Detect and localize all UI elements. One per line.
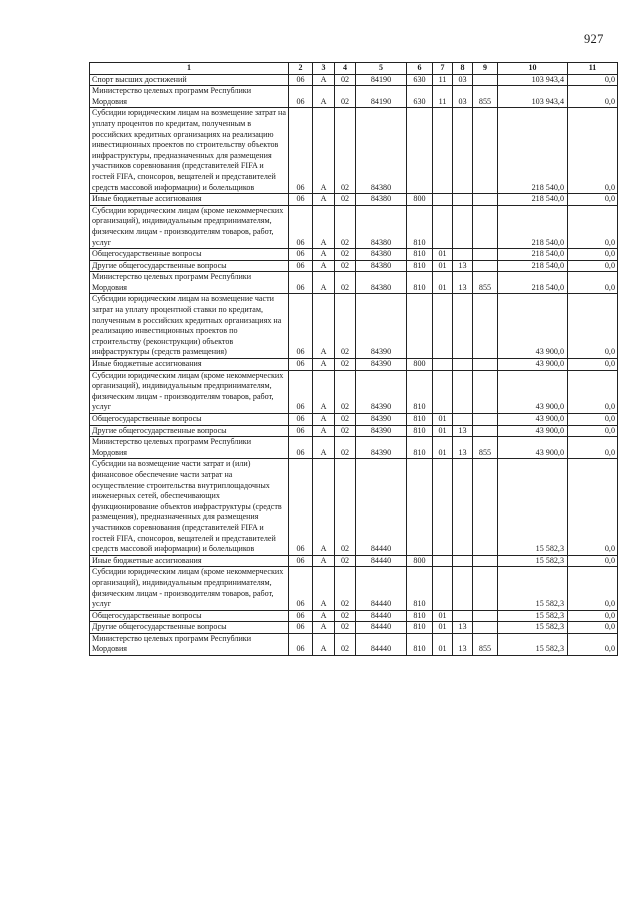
code-expense-type (407, 108, 433, 194)
code-subprogram: 02 (335, 108, 356, 194)
code-program: А (313, 205, 335, 248)
code-expense-type: 810 (407, 205, 433, 248)
code-subprogram: 02 (335, 633, 356, 655)
code-target: 84440 (356, 555, 407, 567)
code-ministry: 06 (289, 555, 313, 567)
amount: 43 900,0 (498, 359, 568, 371)
amount: 103 943,4 (498, 86, 568, 108)
code-target: 84440 (356, 610, 407, 622)
code-section (433, 194, 453, 206)
table-row (90, 359, 618, 371)
code-target: 84440 (356, 567, 407, 610)
code-subsection: 03 (453, 86, 473, 108)
code-department (473, 370, 498, 413)
code-department: 855 (473, 633, 498, 655)
column-header: 2 (289, 63, 313, 75)
code-department (473, 622, 498, 634)
code-subsection: 13 (453, 272, 473, 294)
code-expense-type (407, 294, 433, 359)
code-department (473, 205, 498, 248)
code-program: А (313, 622, 335, 634)
amount: 218 540,0 (498, 108, 568, 194)
code-section: 11 (433, 74, 453, 86)
code-subsection (453, 459, 473, 555)
page-number: 927 (584, 32, 604, 46)
code-program: А (313, 359, 335, 371)
code-ministry: 06 (289, 459, 313, 555)
code-department (473, 425, 498, 437)
row-name: Иные бюджетные ассигнования (90, 194, 289, 206)
code-subprogram: 02 (335, 425, 356, 437)
code-subprogram: 02 (335, 260, 356, 272)
table-row (90, 74, 618, 86)
code-target: 84380 (356, 260, 407, 272)
code-expense-type: 810 (407, 260, 433, 272)
code-department (473, 567, 498, 610)
column-header: 8 (453, 63, 473, 75)
code-program: А (313, 555, 335, 567)
code-subprogram: 02 (335, 294, 356, 359)
code-expense-type: 810 (407, 370, 433, 413)
code-subprogram: 02 (335, 610, 356, 622)
amount: 218 540,0 (498, 272, 568, 294)
table-body (90, 74, 618, 655)
code-section: 01 (433, 437, 453, 459)
amount: 218 540,0 (498, 205, 568, 248)
amount: 43 900,0 (498, 414, 568, 426)
table-row (90, 108, 618, 194)
amount-col-11: 0,0 (568, 459, 618, 555)
code-ministry: 06 (289, 622, 313, 634)
code-target: 84380 (356, 205, 407, 248)
amount: 15 582,3 (498, 459, 568, 555)
row-name: Другие общегосударственные вопросы (90, 622, 289, 634)
amount: 43 900,0 (498, 425, 568, 437)
code-subsection (453, 610, 473, 622)
code-target: 84380 (356, 108, 407, 194)
column-header: 6 (407, 63, 433, 75)
code-department (473, 610, 498, 622)
table-row (90, 567, 618, 610)
code-expense-type: 810 (407, 272, 433, 294)
row-name: Субсидии юридическим лицам на возмещение части затрат на уплату процентной ставки по кредитам, полученным в российских кредитных организациях на реализацию инвестиционных проектов по строительству (реконструкции) объектов инфраструктуры (средств размещения) (90, 294, 289, 359)
code-program: А (313, 249, 335, 261)
amount-col-11: 0,0 (568, 194, 618, 206)
code-target: 84390 (356, 359, 407, 371)
code-department (473, 260, 498, 272)
code-department: 855 (473, 272, 498, 294)
code-section (433, 205, 453, 248)
code-subsection (453, 555, 473, 567)
row-name: Субсидии юридическим лицам (кроме некоммерческих организаций), индивидуальным предпринимателям, физическим лицам - производителям товаров, работ, услуг (90, 205, 289, 248)
row-name: Министерство целевых программ Республики Мордовия (90, 437, 289, 459)
code-section: 11 (433, 86, 453, 108)
table-row (90, 610, 618, 622)
amount-col-11: 0,0 (568, 437, 618, 459)
table-row (90, 294, 618, 359)
amount-col-11: 0,0 (568, 370, 618, 413)
code-section: 01 (433, 249, 453, 261)
code-subsection: 13 (453, 633, 473, 655)
code-section: 01 (433, 622, 453, 634)
code-expense-type: 810 (407, 610, 433, 622)
table-row (90, 194, 618, 206)
code-subsection: 13 (453, 260, 473, 272)
code-expense-type: 810 (407, 437, 433, 459)
code-section: 01 (433, 260, 453, 272)
code-target: 84390 (356, 414, 407, 426)
code-program: А (313, 370, 335, 413)
table-row (90, 249, 618, 261)
code-target: 84190 (356, 74, 407, 86)
code-subsection (453, 194, 473, 206)
table-row (90, 425, 618, 437)
code-ministry: 06 (289, 249, 313, 261)
row-name: Иные бюджетные ассигнования (90, 555, 289, 567)
code-section (433, 294, 453, 359)
row-name: Министерство целевых программ Республики Мордовия (90, 272, 289, 294)
code-ministry: 06 (289, 370, 313, 413)
code-target: 84390 (356, 425, 407, 437)
table-row (90, 86, 618, 108)
table-row (90, 370, 618, 413)
code-expense-type: 810 (407, 249, 433, 261)
code-section (433, 359, 453, 371)
code-expense-type: 800 (407, 359, 433, 371)
code-department (473, 555, 498, 567)
table-row (90, 414, 618, 426)
table-header-row (90, 63, 618, 75)
code-program: А (313, 86, 335, 108)
row-name: Другие общегосударственные вопросы (90, 260, 289, 272)
code-subprogram: 02 (335, 622, 356, 634)
row-name: Субсидии юридическим лицам (кроме некоммерческих организаций), индивидуальным предпринимателям, физическим лицам - производителям товаров, работ, услуг (90, 567, 289, 610)
code-subsection (453, 205, 473, 248)
code-section (433, 555, 453, 567)
code-ministry: 06 (289, 294, 313, 359)
code-ministry: 06 (289, 425, 313, 437)
code-expense-type: 630 (407, 86, 433, 108)
code-department (473, 459, 498, 555)
code-program: А (313, 425, 335, 437)
row-name: Общегосударственные вопросы (90, 249, 289, 261)
code-program: А (313, 437, 335, 459)
amount: 103 943,4 (498, 74, 568, 86)
code-subprogram: 02 (335, 437, 356, 459)
row-name: Министерство целевых программ Республики Мордовия (90, 86, 289, 108)
column-header: 5 (356, 63, 407, 75)
row-name: Министерство целевых программ Республики Мордовия (90, 633, 289, 655)
code-subprogram: 02 (335, 74, 356, 86)
amount: 15 582,3 (498, 633, 568, 655)
code-subprogram: 02 (335, 249, 356, 261)
code-subsection: 13 (453, 425, 473, 437)
amount-col-11: 0,0 (568, 249, 618, 261)
code-expense-type: 810 (407, 633, 433, 655)
code-target: 84380 (356, 194, 407, 206)
amount-col-11: 0,0 (568, 108, 618, 194)
code-subprogram: 02 (335, 414, 356, 426)
column-header: 10 (498, 63, 568, 75)
code-target: 84390 (356, 370, 407, 413)
amount-col-11: 0,0 (568, 633, 618, 655)
budget-table (89, 62, 618, 656)
code-ministry: 06 (289, 414, 313, 426)
amount-col-11: 0,0 (568, 86, 618, 108)
amount: 43 900,0 (498, 370, 568, 413)
row-name: Субсидии на возмещение части затрат и (или) финансовое обеспечение части затрат на осуществление строительства внутриплощадочных инженерных сетей, обеспечивающих функционирование объектов инфраструктуры (средств размещения), предназначенных для размещения участников соревнования (представителей FIFA и гостей FIFA, спонсоров, вещателей и представителей средств массовой информации) и болельщиков (90, 459, 289, 555)
code-subsection (453, 249, 473, 261)
code-program: А (313, 567, 335, 610)
amount: 218 540,0 (498, 260, 568, 272)
amount-col-11: 0,0 (568, 359, 618, 371)
table-row (90, 622, 618, 634)
code-ministry: 06 (289, 205, 313, 248)
row-name: Иные бюджетные ассигнования (90, 359, 289, 371)
code-program: А (313, 294, 335, 359)
code-subprogram: 02 (335, 86, 356, 108)
code-subprogram: 02 (335, 567, 356, 610)
code-subsection (453, 414, 473, 426)
code-expense-type: 800 (407, 194, 433, 206)
column-header: 1 (90, 63, 289, 75)
code-target: 84380 (356, 272, 407, 294)
code-department (473, 294, 498, 359)
column-header: 11 (568, 63, 618, 75)
code-section (433, 459, 453, 555)
code-subprogram: 02 (335, 194, 356, 206)
code-expense-type: 630 (407, 74, 433, 86)
code-expense-type: 810 (407, 567, 433, 610)
amount: 15 582,3 (498, 622, 568, 634)
code-subprogram: 02 (335, 272, 356, 294)
row-name: Общегосударственные вопросы (90, 414, 289, 426)
code-subsection: 13 (453, 622, 473, 634)
amount-col-11: 0,0 (568, 272, 618, 294)
code-subsection (453, 370, 473, 413)
amount-col-11: 0,0 (568, 260, 618, 272)
code-expense-type: 810 (407, 414, 433, 426)
code-section: 01 (433, 414, 453, 426)
code-department (473, 414, 498, 426)
code-subsection (453, 108, 473, 194)
code-ministry: 06 (289, 74, 313, 86)
column-header: 3 (313, 63, 335, 75)
code-program: А (313, 633, 335, 655)
code-program: А (313, 108, 335, 194)
row-name: Общегосударственные вопросы (90, 610, 289, 622)
amount: 15 582,3 (498, 567, 568, 610)
amount-col-11: 0,0 (568, 610, 618, 622)
code-target: 84440 (356, 622, 407, 634)
amount-col-11: 0,0 (568, 74, 618, 86)
amount-col-11: 0,0 (568, 622, 618, 634)
amount-col-11: 0,0 (568, 567, 618, 610)
table-row (90, 437, 618, 459)
amount: 218 540,0 (498, 194, 568, 206)
code-program: А (313, 459, 335, 555)
code-ministry: 06 (289, 260, 313, 272)
column-header: 7 (433, 63, 453, 75)
code-ministry: 06 (289, 194, 313, 206)
code-program: А (313, 74, 335, 86)
table-row (90, 555, 618, 567)
amount: 43 900,0 (498, 294, 568, 359)
code-ministry: 06 (289, 633, 313, 655)
code-ministry: 06 (289, 610, 313, 622)
code-ministry: 06 (289, 437, 313, 459)
code-target: 84190 (356, 86, 407, 108)
code-ministry: 06 (289, 108, 313, 194)
code-department: 855 (473, 86, 498, 108)
row-name: Субсидии юридическим лицам на возмещение затрат на уплату процентов по кредитам, полученным в российских кредитных организациях на реализацию инвестиционных проектов по строительству объектов инфраструктуры, предназначенных для размещения участников соревнования (представителей FIFA и гостей FIFA, спонсоров, вещателей и представителей средств массовой информации) и болельщиков (90, 108, 289, 194)
code-subprogram: 02 (335, 370, 356, 413)
amount-col-11: 0,0 (568, 294, 618, 359)
column-header: 4 (335, 63, 356, 75)
row-name: Спорт высших достижений (90, 74, 289, 86)
code-expense-type: 810 (407, 622, 433, 634)
amount-col-11: 0,0 (568, 425, 618, 437)
code-department (473, 359, 498, 371)
table-row (90, 459, 618, 555)
code-program: А (313, 260, 335, 272)
code-target: 84390 (356, 437, 407, 459)
amount-col-11: 0,0 (568, 555, 618, 567)
amount: 43 900,0 (498, 437, 568, 459)
amount-col-11: 0,0 (568, 205, 618, 248)
code-ministry: 06 (289, 567, 313, 610)
code-subprogram: 02 (335, 459, 356, 555)
code-section: 01 (433, 633, 453, 655)
code-section: 01 (433, 425, 453, 437)
code-ministry: 06 (289, 86, 313, 108)
code-subprogram: 02 (335, 555, 356, 567)
code-subprogram: 02 (335, 359, 356, 371)
code-expense-type: 800 (407, 555, 433, 567)
amount: 15 582,3 (498, 610, 568, 622)
code-department (473, 108, 498, 194)
code-program: А (313, 610, 335, 622)
code-target: 84440 (356, 459, 407, 555)
code-target: 84440 (356, 633, 407, 655)
table-row (90, 272, 618, 294)
code-subsection: 03 (453, 74, 473, 86)
code-target: 84380 (356, 249, 407, 261)
code-subsection (453, 567, 473, 610)
code-expense-type (407, 459, 433, 555)
code-department (473, 249, 498, 261)
amount: 218 540,0 (498, 249, 568, 261)
table-row (90, 260, 618, 272)
table-row (90, 205, 618, 248)
code-expense-type: 810 (407, 425, 433, 437)
table-row (90, 633, 618, 655)
code-subprogram: 02 (335, 205, 356, 248)
code-section: 01 (433, 272, 453, 294)
row-name: Субсидии юридическим лицам (кроме некоммерческих организаций), индивидуальным предпринимателям, физическим лицам - производителям товаров, работ, услуг (90, 370, 289, 413)
code-subsection: 13 (453, 437, 473, 459)
code-department (473, 194, 498, 206)
code-target: 84390 (356, 294, 407, 359)
row-name: Другие общегосударственные вопросы (90, 425, 289, 437)
code-program: А (313, 194, 335, 206)
code-section (433, 108, 453, 194)
code-program: А (313, 414, 335, 426)
code-section (433, 370, 453, 413)
code-section (433, 567, 453, 610)
code-program: А (313, 272, 335, 294)
column-header: 9 (473, 63, 498, 75)
code-department: 855 (473, 437, 498, 459)
amount: 15 582,3 (498, 555, 568, 567)
code-subsection (453, 359, 473, 371)
code-section: 01 (433, 610, 453, 622)
code-ministry: 06 (289, 272, 313, 294)
code-department (473, 74, 498, 86)
amount-col-11: 0,0 (568, 414, 618, 426)
code-subsection (453, 294, 473, 359)
code-ministry: 06 (289, 359, 313, 371)
